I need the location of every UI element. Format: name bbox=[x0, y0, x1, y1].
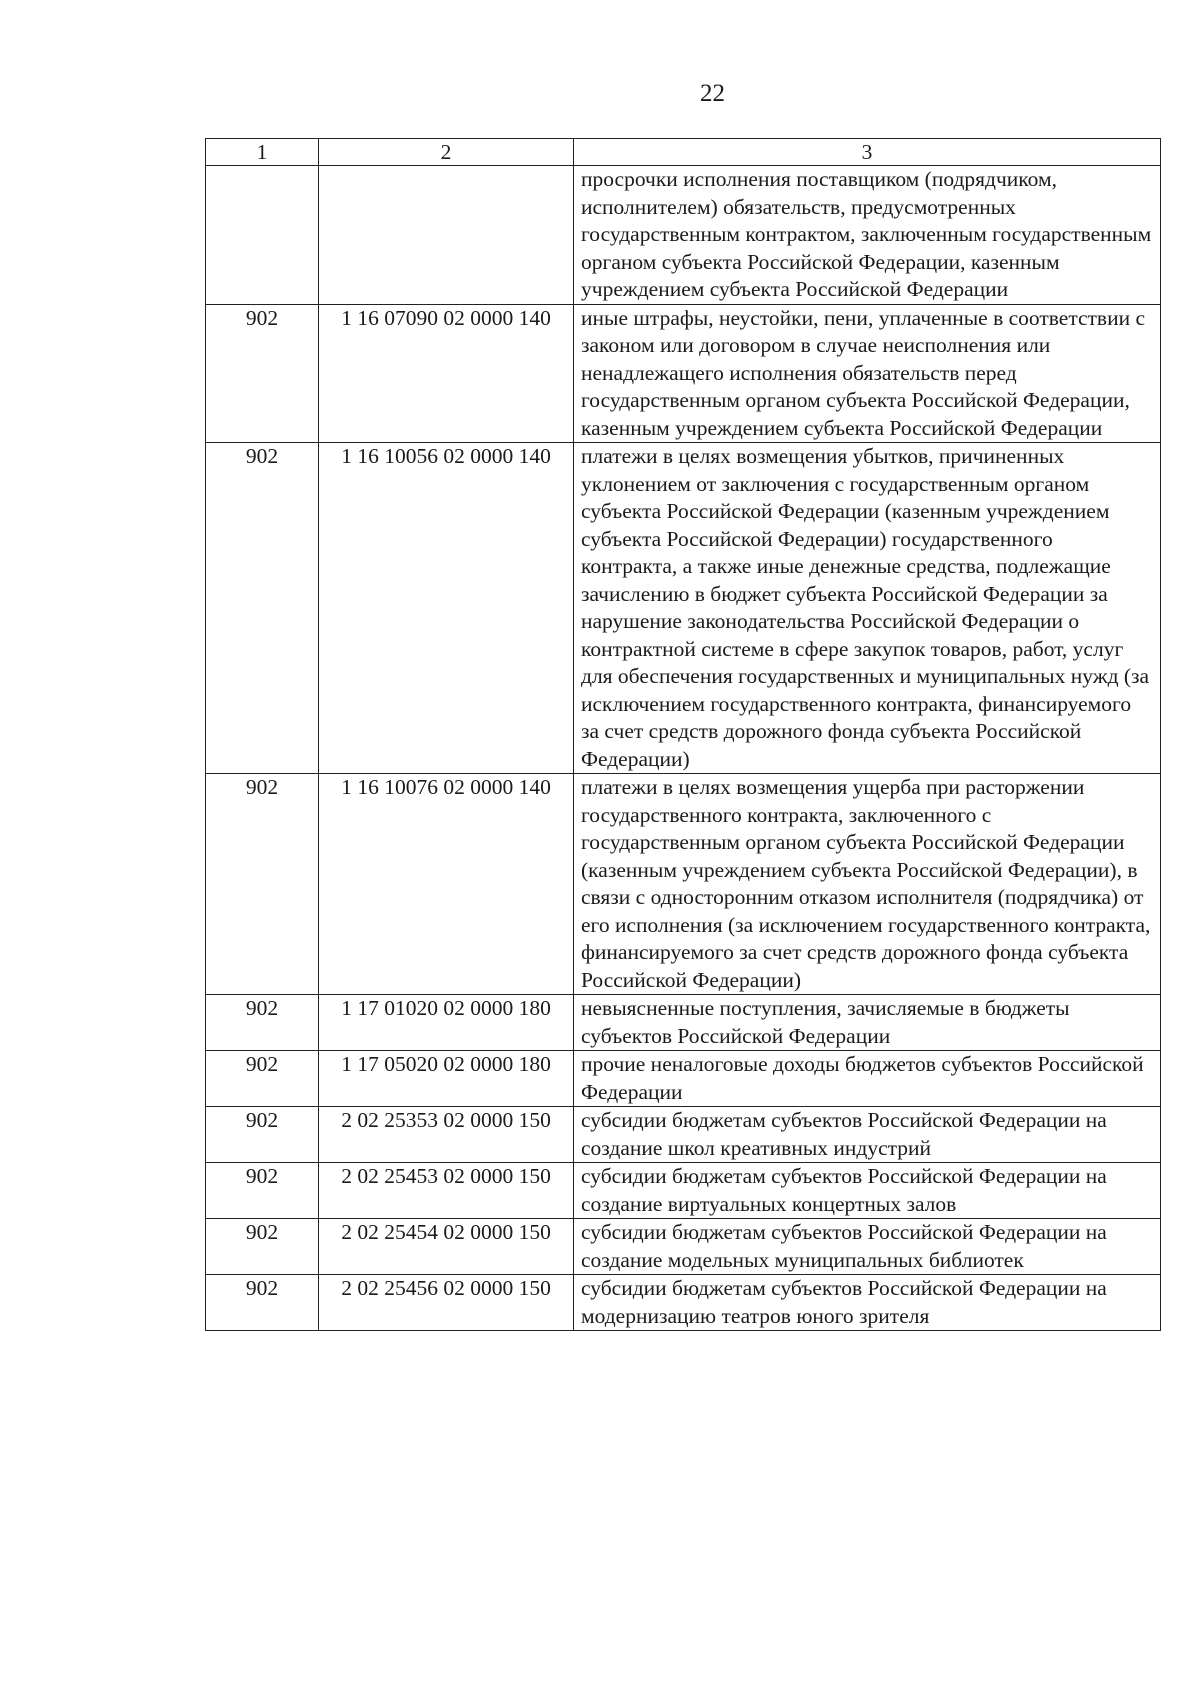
income-name-cell: иные штрафы, неустойки, пени, уплаченные в соответствии с законом или договором в случае неисполнения или ненадлежащего исполнения обязательств перед государственным органом субъекта Российской Федерации, казенным учреждением субъекта Российской Федерации bbox=[574, 304, 1161, 443]
budget-code-cell: 1 16 10076 02 0000 140 bbox=[319, 774, 574, 995]
admin-code-cell: 902 bbox=[206, 995, 319, 1051]
income-name-cell: невыясненные поступления, зачисляемые в бюджеты субъектов Российской Федерации bbox=[574, 995, 1161, 1051]
admin-code-cell: 902 bbox=[206, 774, 319, 995]
table-row bbox=[206, 304, 1161, 443]
table-row bbox=[206, 166, 1161, 305]
income-name-cell: субсидии бюджетам субъектов Российской Федерации на создание школ креативных индустрий bbox=[574, 1107, 1161, 1163]
budget-code-cell: 2 02 25454 02 0000 150 bbox=[319, 1219, 574, 1275]
table-row bbox=[206, 443, 1161, 774]
table-header bbox=[206, 139, 1161, 166]
budget-code-cell: 2 02 25456 02 0000 150 bbox=[319, 1275, 574, 1331]
income-name-cell: просрочки исполнения поставщиком (подрядчиком, исполнителем) обязательств, предусмотренных государственным контрактом, заключенным государственным органом субъекта Российской Федерации, казенным учреждением субъекта Российской Федерации bbox=[574, 166, 1161, 305]
admin-code-cell: 902 bbox=[206, 304, 319, 443]
budget-code-cell: 1 17 05020 02 0000 180 bbox=[319, 1051, 574, 1107]
budget-code-cell: 1 17 01020 02 0000 180 bbox=[319, 995, 574, 1051]
admin-code-cell: 902 bbox=[206, 1107, 319, 1163]
income-name-cell: платежи в целях возмещения убытков, причиненных уклонением от заключения с государственным органом субъекта Российской Федерации (казенным учреждением субъекта Российской Федерации) государственного контракта, а также иные денежные средства, подлежащие зачислению в бюджет субъекта Российской Федерации за нарушение законодательства Российской Федерации о контрактной системе в сфере закупок товаров, работ, услуг для обеспечения государственных и муниципальных нужд (за исключением государственного контракта, финансируемого за счет средств дорожного фонда субъекта Российской Федерации) bbox=[574, 443, 1161, 774]
income-name-cell: субсидии бюджетам субъектов Российской Федерации на модернизацию театров юного зрителя bbox=[574, 1275, 1161, 1331]
header-col-3: 3 bbox=[574, 139, 1161, 166]
income-name-cell: субсидии бюджетам субъектов Российской Федерации на создание виртуальных концертных залов bbox=[574, 1163, 1161, 1219]
budget-code-cell: 2 02 25353 02 0000 150 bbox=[319, 1107, 574, 1163]
header-row bbox=[206, 139, 1161, 166]
budget-code-cell: 2 02 25453 02 0000 150 bbox=[319, 1163, 574, 1219]
table-row bbox=[206, 1163, 1161, 1219]
admin-code-cell: 902 bbox=[206, 1163, 319, 1219]
income-name-cell: субсидии бюджетам субъектов Российской Федерации на создание модельных муниципальных библиотек bbox=[574, 1219, 1161, 1275]
admin-code-cell: 902 bbox=[206, 1275, 319, 1331]
budget-codes-table bbox=[205, 138, 1161, 1331]
table-row bbox=[206, 1219, 1161, 1275]
table-row bbox=[206, 1275, 1161, 1331]
table-row bbox=[206, 1051, 1161, 1107]
budget-code-cell: 1 16 07090 02 0000 140 bbox=[319, 304, 574, 443]
admin-code-cell bbox=[206, 166, 319, 305]
header-col-1: 1 bbox=[206, 139, 319, 166]
income-name-cell: платежи в целях возмещения ущерба при расторжении государственного контракта, заключенного с государственным органом субъекта Российской Федерации (казенным учреждением субъекта Российской Федерации), в связи с односторонним отказом исполнителя (подрядчика) от его исполнения (за исключением государственного контракта, финансируемого за счет средств дорожного фонда субъекта Российской Федерации) bbox=[574, 774, 1161, 995]
admin-code-cell: 902 bbox=[206, 443, 319, 774]
income-name-cell: прочие неналоговые доходы бюджетов субъектов Российской Федерации bbox=[574, 1051, 1161, 1107]
table-row bbox=[206, 995, 1161, 1051]
budget-code-cell bbox=[319, 166, 574, 305]
table-body bbox=[206, 166, 1161, 1331]
admin-code-cell: 902 bbox=[206, 1051, 319, 1107]
header-col-2: 2 bbox=[319, 139, 574, 166]
page-number: 22 bbox=[700, 80, 725, 107]
admin-code-cell: 902 bbox=[206, 1219, 319, 1275]
table-row bbox=[206, 774, 1161, 995]
budget-code-cell: 1 16 10056 02 0000 140 bbox=[319, 443, 574, 774]
table-row bbox=[206, 1107, 1161, 1163]
